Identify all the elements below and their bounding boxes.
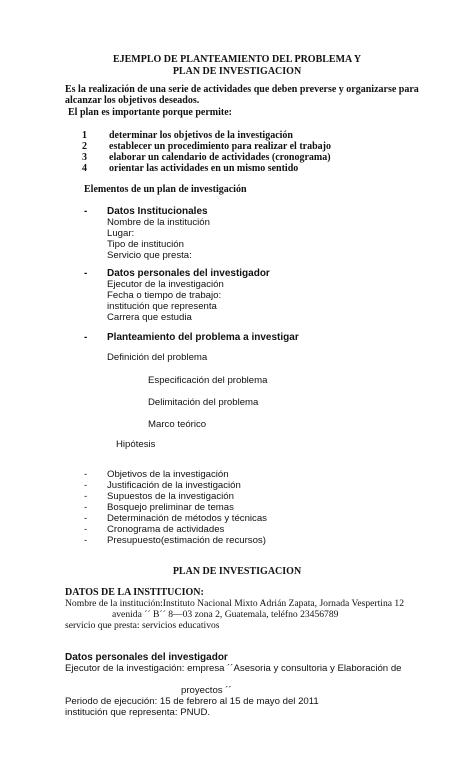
intro-line-1: Es la realización de una serie de actividades que deben preverse y organizarse para xyxy=(65,84,419,95)
field-label: Carrera que estudia xyxy=(107,312,192,323)
marco-label: Marco teórico xyxy=(148,419,207,430)
bullet-dash: - xyxy=(84,513,88,524)
section-heading-personales: Datos personales del investigador xyxy=(107,268,270,279)
institucion-line: Nombre de la institución:Instituto Nacional Mixto Adrián Zapata, Jornada Vespertina 12 xyxy=(65,598,404,609)
plan-heading: PLAN DE INVESTIGACION xyxy=(172,566,302,577)
especificacion-label: Especificación del problema xyxy=(148,375,268,386)
bullet-dash: - xyxy=(84,332,88,343)
investigador-line: institución que representa: PNUD. xyxy=(65,707,211,718)
reason-number: 3 xyxy=(82,152,87,163)
datos-institucion-heading: DATOS DE LA INSTITUCION: xyxy=(65,587,204,598)
reason-text: elaborar un calendario de actividades (cronograma) xyxy=(109,152,331,163)
intro-line-2: alcanzar los objetivos deseados. xyxy=(65,95,200,106)
field-label: Servicio que presta: xyxy=(107,250,192,261)
bullet-dash: - xyxy=(84,524,88,535)
bullet-dash: - xyxy=(84,535,88,546)
list-item: Cronograma de actividades xyxy=(107,524,225,535)
investigador-line: proyectos ´´ xyxy=(181,685,232,696)
reason-number: 2 xyxy=(82,141,87,152)
institucion-line: servicio que presta: servicios educativos xyxy=(65,620,220,631)
list-item: Determinación de métodos y técnicas xyxy=(107,513,267,524)
elements-heading: Elementos de un plan de investigación xyxy=(84,184,247,195)
reason-text: determinar los objetivos de la investigación xyxy=(109,130,293,141)
delimitacion-label: Delimitación del problema xyxy=(148,397,259,408)
list-item: Objetivos de la investigación xyxy=(107,469,229,480)
reason-text: establecer un procedimiento para realizar el trabajo xyxy=(109,141,331,152)
reason-text: orientar las actividades en un mismo sentido xyxy=(109,163,299,174)
field-label: Lugar: xyxy=(107,228,135,239)
investigador-line: Periodo de ejecución: 15 de febrero al 15 de mayo del 2011 xyxy=(65,696,319,707)
reason-number: 1 xyxy=(82,130,87,141)
bullet-dash: - xyxy=(84,502,88,513)
bullet-dash: - xyxy=(84,469,88,480)
definicion-label: Definición del problema xyxy=(107,352,208,363)
field-label: Nombre de la institución xyxy=(107,217,210,228)
list-item: Justificación de la investigación xyxy=(107,480,241,491)
list-item: Presupuesto(estimación de recursos) xyxy=(107,535,266,546)
field-label: Ejecutor de la investigación xyxy=(107,279,224,290)
list-item: Bosquejo preliminar de temas xyxy=(107,502,234,513)
bullet-dash: - xyxy=(84,268,88,279)
bullet-dash: - xyxy=(84,480,88,491)
field-label: Fecha o tiempo de trabajo: xyxy=(107,290,222,301)
section-heading-planteamiento: Planteamiento del problema a investigar xyxy=(107,332,299,343)
title-line-1: EJEMPLO DE PLANTEAMIENTO DEL PROBLEMA Y xyxy=(112,54,362,65)
intro-line-3: El plan es importante porque permite: xyxy=(68,107,232,118)
investigador-heading: Datos personales del investigador xyxy=(65,652,228,663)
institucion-line: avenida ´´ B´´ 8—03 zona 2, Guatemala, teléfno 23456789 xyxy=(112,609,339,620)
title-line-2: PLAN DE INVESTIGACION xyxy=(172,66,302,77)
list-item: Supuestos de la investigación xyxy=(107,491,234,502)
bullet-dash: - xyxy=(84,206,88,217)
field-label: institución que representa xyxy=(107,301,217,312)
bullet-dash: - xyxy=(84,491,88,502)
section-heading-institucionales: Datos Institucionales xyxy=(107,206,208,217)
hipotesis-label: Hipótesis xyxy=(116,439,156,450)
field-label: Tipo de institución xyxy=(107,239,184,250)
reason-number: 4 xyxy=(82,163,87,174)
investigador-line: Ejecutor de la investigación: empresa ´´Asesoria y consultoria y Elaboración de xyxy=(65,663,402,674)
